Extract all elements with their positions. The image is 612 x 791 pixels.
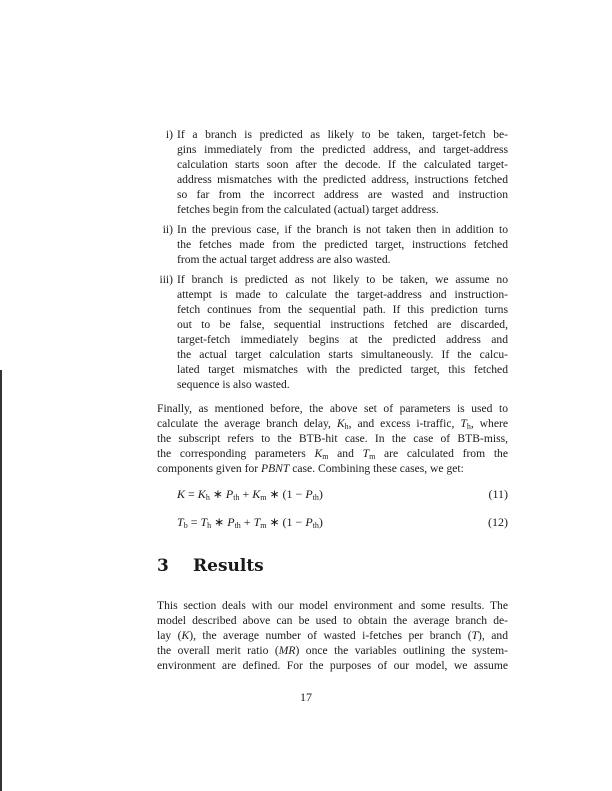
text-line: Finally, as mentioned before, the above set of parameters is used to: [157, 402, 508, 415]
text-line: In the previous case, if the branch is not taken then in addition to: [177, 223, 508, 236]
math-symbol: $T_h$: [460, 417, 471, 431]
list-item-label: i): [165, 128, 173, 141]
text-line: lated target mismatches with the predicted target, this fetched: [177, 363, 508, 376]
math-symbol: $P_{th}$: [305, 515, 319, 530]
text-line: If a branch is predicted as likely to be taken, target-fetch be-: [177, 128, 508, 141]
equation: $T_b = T_h$ ∗ $P_{th} + T_m$ ∗ $(1 - P_{th})$: [177, 515, 323, 530]
list-item-label: ii): [162, 223, 173, 236]
text-line: so far from the incorrect address are wasted and instruction: [177, 188, 508, 201]
page-number: 17: [300, 690, 312, 704]
math-symbol: K: [181, 629, 190, 642]
text-line: the actual target calculation starts simultaneously. If the calcu-: [177, 348, 508, 361]
text-line: from the actual target address are also wasted.: [177, 253, 391, 266]
math-symbol: $T_h$: [200, 515, 212, 530]
math-symbol: $K_m$: [314, 447, 329, 461]
list-item-label: iii): [159, 273, 173, 286]
text-line: attempt is made to calculate the target-address and instruction-: [177, 288, 508, 301]
text-line: calculate the average branch delay, $K_h$, and excess i-traffic, $T_h$, where: [157, 417, 508, 431]
math-symbol: $K_h$: [336, 417, 349, 431]
math-symbol: $P_{th}$: [227, 515, 241, 530]
text-line: lay (K), the average number of wasted i-fetches per branch (T), and: [157, 629, 508, 642]
math-symbol: $T_m$: [253, 515, 267, 530]
text-line: the subscript refers to the BTB-hit case. In the case of BTB-miss,: [157, 432, 508, 445]
equation-number: (12): [488, 515, 508, 529]
text-line: model described above can be used to obtain the average branch de-: [157, 614, 508, 627]
text-line: components given for PBNT case. Combining these cases, we get:: [157, 462, 464, 475]
math-symbol: $T_m$: [362, 447, 376, 461]
text-line: This section deals with our model environment and some results. The: [157, 599, 508, 612]
text-line: fetches begin from the calculated (actual) target address.: [177, 203, 439, 216]
text-line: gins immediately from the predicted address, and target-address: [177, 143, 508, 156]
math-symbol: T: [471, 629, 479, 642]
text-line: fetch continues from the sequential path. If this prediction turns: [177, 303, 508, 316]
math-symbol: $T_b$: [177, 515, 188, 530]
text-line: address mismatches with the predicted address, instructions fetched: [177, 173, 508, 186]
math-symbol: $P_{th}$: [305, 487, 319, 502]
text-line: out to be false, sequential instructions fetched are discarded,: [177, 318, 508, 331]
section-number: 3: [157, 556, 169, 576]
section-heading: [157, 556, 264, 576]
text-line: the corresponding parameters $K_m$ and $T_m$ are calculated from the: [157, 447, 508, 461]
math-symbol: K: [177, 487, 186, 501]
scan-edge: [0, 370, 2, 791]
math-symbol: $K_h$: [197, 487, 210, 502]
text-line: the fetches made from the predicted target, instructions fetched: [177, 238, 508, 251]
text-line: sequence is also wasted.: [177, 378, 290, 391]
math-symbol: $P_{th}$: [225, 487, 240, 502]
math-symbol: $K_m$: [252, 487, 267, 502]
text-line: calculation starts soon after the decode. If the calculated target-: [177, 158, 508, 171]
equation-number: (11): [488, 487, 508, 501]
text-line: If branch is predicted as not likely to be taken, we assume no: [177, 273, 508, 286]
text-line: target-fetch immediately begins at the predicted address and: [177, 333, 508, 346]
math-symbol: MR: [278, 644, 296, 657]
text-line: environment are defined. For the purposes of our model, we assume: [157, 659, 508, 672]
section-title: Results: [193, 556, 264, 576]
math-symbol: PBNT: [261, 462, 290, 475]
text-line: the overall merit ratio (MR) once the variables outlining the system-: [157, 644, 508, 657]
equation: $K = K_h$ ∗ $P_{th} + K_m$ ∗ $(1 - P_{th})$: [177, 487, 323, 502]
